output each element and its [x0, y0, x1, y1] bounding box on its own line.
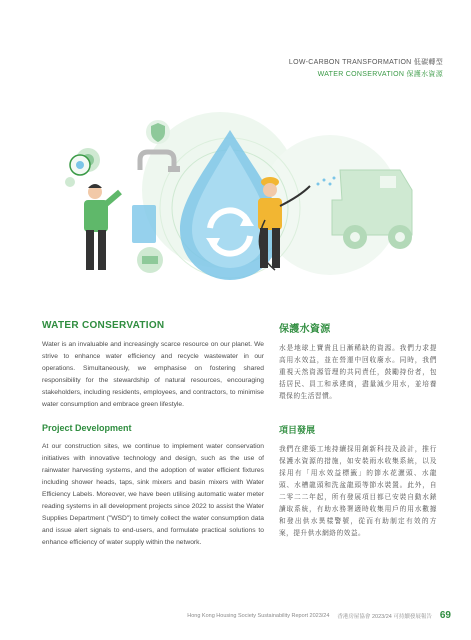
page-footer — [187, 610, 451, 621]
project-development-heading-zh: 項目發展 — [279, 425, 316, 435]
footer-report-en: Hong Kong Housing Society Sustainability Report 2023/24 — [187, 612, 330, 619]
project-development-en — [42, 423, 264, 555]
subsection-title-en: WATER CONSERVATION — [317, 71, 405, 78]
project-development-heading-en: Project Development — [42, 423, 132, 433]
section-title-en: LOW-CARBON TRANSFORMATION — [288, 59, 412, 66]
project-development-body-zh: 我們在建築工地持續採用創新科技及設計，推行保護水資源的措施，如安裝雨水收集系統，以及採用有「用水效益標籤」的節水花灑頭、水龍頭、水槽龍頭和洗盆龍頭等節水裝置。此外，自二零二二年起，所有發展項目都已安裝自動水錶讀取系統，有助水務署適時收集用戶的用水數據和發出供水異樣警號，從而有助制定有效的方案，提升供水網絡的效益。 — [279, 446, 437, 537]
water-conservation-en — [42, 320, 264, 417]
section-title-zh: 低碳轉型 — [413, 59, 443, 66]
water-conservation-heading-zh: 保護水資源 — [279, 324, 331, 335]
water-conservation-body-zh: 水是地球上寶貴且日漸稀缺的資源。我們力求提高用水效益，並在營運中回收廢水。同時，我們重視天然資源管理的共同責任，鼓勵持份者，包括居民、員工和承建商，盡量減少用水，並培養環保的生活習慣。 — [279, 345, 437, 400]
person-drinking — [84, 184, 120, 270]
footer-report-zh: 香港房屋協會 2023/24 可持續發展報告 — [337, 613, 432, 620]
water-conservation-zh — [279, 320, 437, 409]
water-conservation-illustration — [40, 110, 440, 295]
shield-leaf-icon — [146, 120, 170, 144]
project-development-zh — [279, 423, 437, 546]
water-plant-icon — [137, 247, 163, 273]
small-gear-icon — [65, 177, 75, 187]
water-meter-icon — [70, 155, 90, 175]
water-conservation-body-en: Water is an invaluable and increasingly scarce resource on our planet. We strive to enhance water efficiency and recycle wastewater in our operations. Simultaneously, we emphasise on fostering shared responsibility for the stewardship of natural resources, encouraging stakeholders, including residents, employees, and contractors, to minimise water consumption and embrace green lifestyle. — [42, 341, 264, 408]
water-glass — [132, 205, 156, 243]
water-conservation-heading-en: WATER CONSERVATION — [42, 320, 165, 331]
page-number: 69 — [439, 610, 451, 621]
project-development-body-en: At our construction sites, we continue to implement water conservation initiatives with innovative technology and design, such as the use of rainwater harvesting systems, and the adoption of water efficient fixtures including shower heads, taps, sink mixers and basin mixers with Water Efficiency Labels. Moreover, we have been utilising automatic water meter reading systems in all development projects since 2022 to assist the Water Supplies Department ("WSD") to timely collect the water consumption data and issue alert signals to end-users, and formulate practical solutions to enhance efficiency of water supply within the network. — [42, 443, 264, 546]
subsection-title-zh: 保護水資源 — [406, 71, 443, 78]
section-header — [289, 58, 443, 80]
